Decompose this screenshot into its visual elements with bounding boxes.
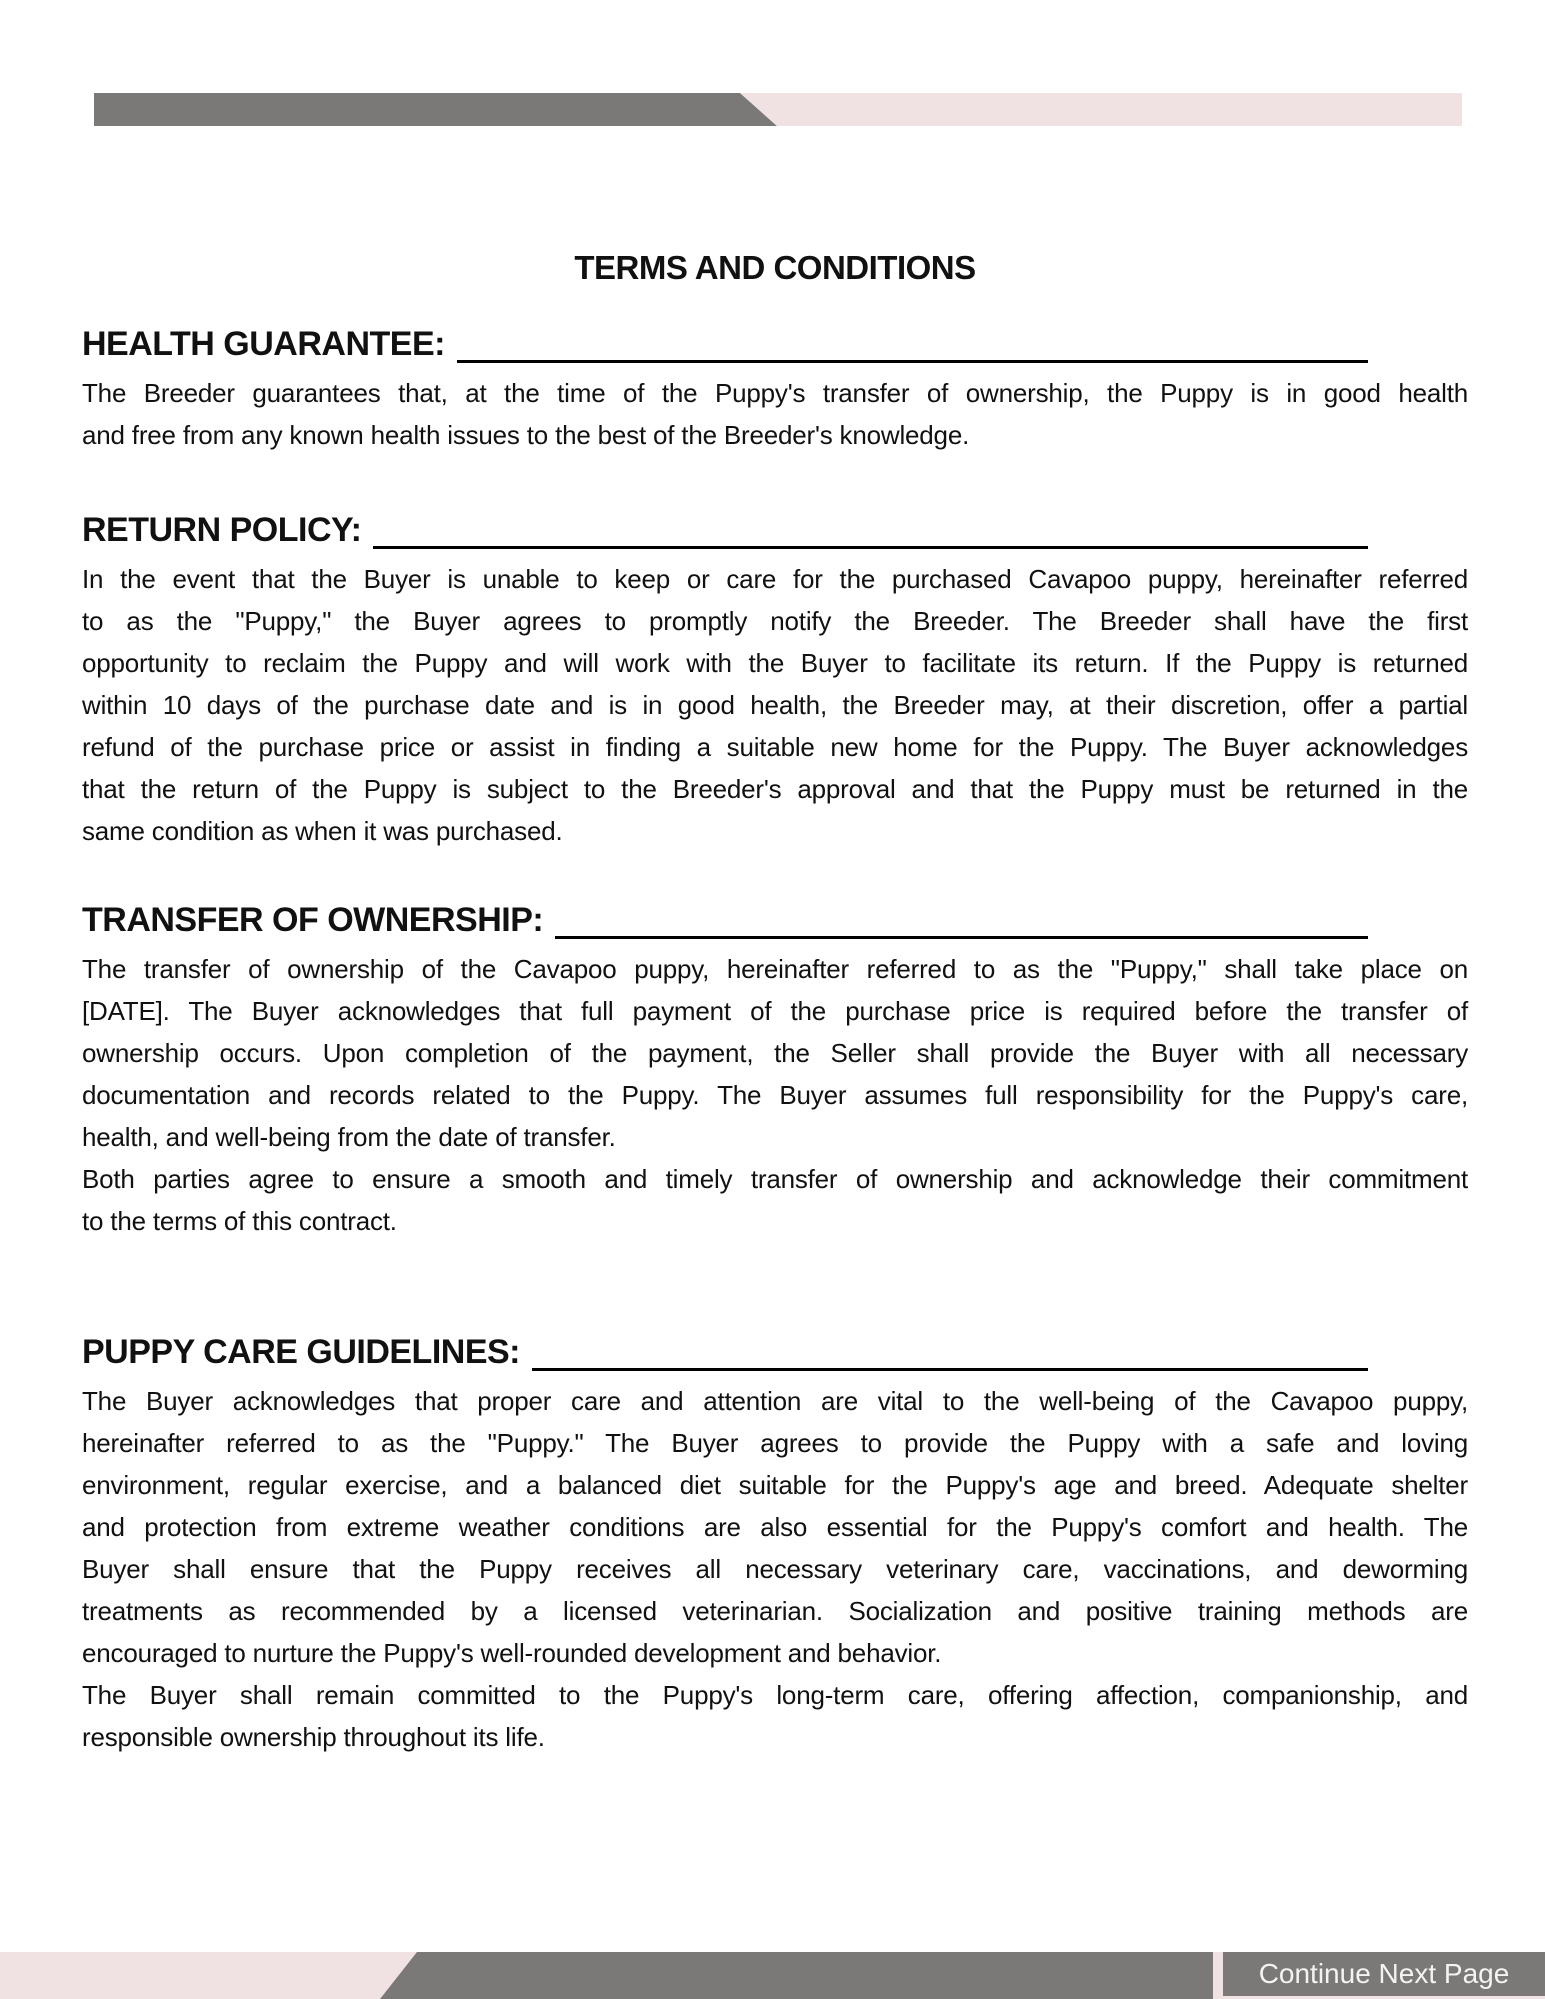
body-line: same condition as when it was purchased. (82, 816, 563, 846)
body-line: to the terms of this contract. (82, 1206, 397, 1236)
body-line: refund of the purchase price or assist in finding a suitable new home for the Puppy. The Buyer acknowledges (82, 732, 1468, 762)
body-line: health, and well-being from the date of transfer. (82, 1122, 616, 1152)
body-line: The Buyer acknowledges that proper care and attention are vital to the well-being of the Cavapoo puppy, (82, 1386, 1468, 1416)
body-line: encouraged to nurture the Puppy's well-rounded development and behavior. (82, 1638, 942, 1668)
body-line: Buyer shall ensure that the Puppy receives all necessary veterinary care, vaccinations, and deworming (82, 1554, 1468, 1584)
terms-sections (82, 322, 1468, 1758)
body-line: that the return of the Puppy is subject to the Breeder's approval and that the Puppy must be returned in the (82, 774, 1468, 804)
section-heading (82, 898, 1468, 942)
section-body (82, 948, 1468, 1242)
body-line: to as the "Puppy," the Buyer agrees to promptly notify the Breeder. The Breeder shall have the first (82, 606, 1468, 636)
fill-in-blank-line (532, 1368, 1368, 1371)
section-heading (82, 1330, 1468, 1374)
section-transfer-of-ownership (82, 898, 1468, 1242)
section-heading (82, 508, 1468, 552)
body-line: opportunity to reclaim the Puppy and will work with the Buyer to facilitate its return. If the Puppy is returned (82, 648, 1468, 678)
section-heading-label: TRANSFER OF OWNERSHIP: (82, 901, 544, 939)
body-line: The transfer of ownership of the Cavapoo puppy, hereinafter referred to as the "Puppy," shall take place on (82, 954, 1468, 984)
fill-in-blank-line (373, 546, 1368, 549)
section-body (82, 558, 1468, 852)
body-line: [DATE]. The Buyer acknowledges that full payment of the purchase price is required before the transfer of (82, 996, 1468, 1026)
section-puppy-care-guidelines (82, 1330, 1468, 1758)
continue-next-page-button[interactable] (1223, 1952, 1545, 1996)
section-return-policy (82, 508, 1468, 852)
top-decorative-bar (94, 93, 1462, 126)
body-line: The Buyer shall remain committed to the Puppy's long-term care, offering affection, companionship, and (82, 1680, 1468, 1710)
body-line: environment, regular exercise, and a balanced diet suitable for the Puppy's age and breed. Adequate shelter (82, 1470, 1468, 1500)
section-body (82, 1380, 1468, 1758)
body-line: The Breeder guarantees that, at the time of the Puppy's transfer of ownership, the Puppy is in good health (82, 378, 1468, 408)
bottom-decorative-bar (0, 1952, 1545, 1999)
section-body (82, 372, 1468, 456)
body-line: and protection from extreme weather conditions are also essential for the Puppy's comfort and health. The (82, 1512, 1468, 1542)
body-line: and free from any known health issues to the best of the Breeder's knowledge. (82, 420, 970, 450)
section-health-guarantee (82, 322, 1468, 456)
body-line: within 10 days of the purchase date and is in good health, the Breeder may, at their discretion, offer a partial (82, 690, 1468, 720)
bottom-bar-gray-segment (0, 1952, 1213, 1999)
section-heading (82, 322, 1468, 366)
fill-in-blank-line (555, 936, 1368, 939)
body-line: In the event that the Buyer is unable to keep or care for the purchased Cavapoo puppy, hereinafter referred (82, 564, 1468, 594)
body-line: documentation and records related to the Puppy. The Buyer assumes full responsibility for the Puppy's care, (82, 1080, 1468, 1110)
section-heading-label: PUPPY CARE GUIDELINES: (82, 1333, 521, 1371)
body-line: treatments as recommended by a licensed veterinarian. Socialization and positive training methods are (82, 1596, 1468, 1626)
section-heading-label: HEALTH GUARANTEE: (82, 325, 445, 363)
page-title: TERMS AND CONDITIONS (574, 249, 976, 286)
continue-next-page-label: Continue Next Page (1258, 1958, 1510, 1989)
body-line: ownership occurs. Upon completion of the payment, the Seller shall provide the Buyer with all necessary (82, 1038, 1468, 1068)
body-line: hereinafter referred to as the "Puppy." The Buyer agrees to provide the Puppy with a safe and loving (82, 1428, 1468, 1458)
body-line: responsible ownership throughout its life. (82, 1722, 545, 1752)
section-heading-label: RETURN POLICY: (82, 511, 362, 549)
fill-in-blank-line (457, 360, 1368, 363)
body-line: Both parties agree to ensure a smooth and timely transfer of ownership and acknowledge their commitment (82, 1164, 1468, 1194)
